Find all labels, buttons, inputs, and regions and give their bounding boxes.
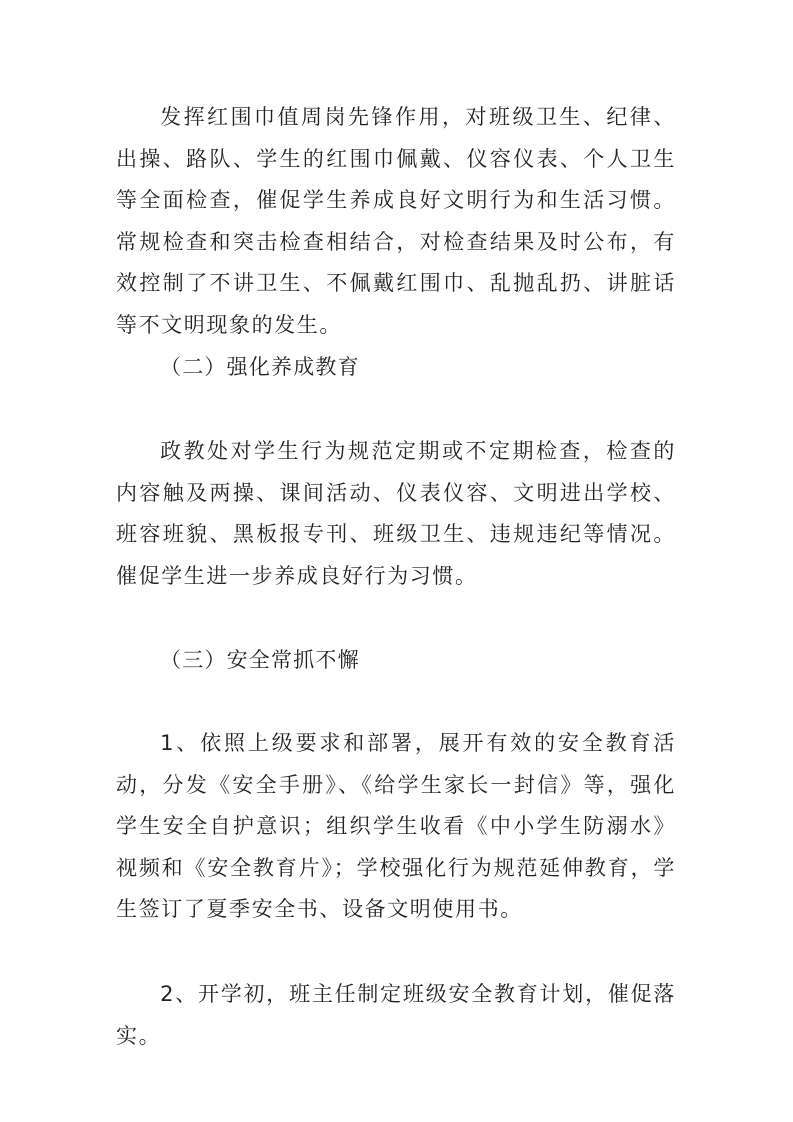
section-heading-habit-education: （二）强化养成教育 [160,355,360,379]
paragraph-safety-plan: 2、开学初，班主任制定班级安全教育计划，催促落实。 [116,982,676,1048]
paragraph-behavior-inspection: 政教处对学生行为规范定期或不定期检查，检查的内容触及两操、课间活动、仪表仪容、文明进出学校、班容班貌、黑板报专刊、班级卫生、违规违纪等情况。催促学生进一步养成良好行为习惯。 [116,439,676,588]
paragraph-safety-activities: 1、依照上级要求和部署，展开有效的安全教育活动，分发《安全手册》、《给学生家长一封信》等，强化学生安全自护意识；组织学生收看《中小学生防溺水》视频和《安全教育片》；学校强化行为规范延伸教育，学生签订了夏季安全书、设备文明使用书。 [116,731,676,921]
section-heading-safety: （三）安全常抓不懈 [160,648,360,672]
paragraph-red-scarf-duty: 发挥红围巾值周岗先锋作用，对班级卫生、纪律、出操、路队、学生的红围巾佩戴、仪容仪表、个人卫生等全面检查，催促学生养成良好文明行为和生活习惯。常规检查和突击检查相结合，对检查结果及时公布，有效控制了不讲卫生、不佩戴红围巾、乱抛乱扔、讲脏话等不文明现象的发生。 [116,105,676,337]
